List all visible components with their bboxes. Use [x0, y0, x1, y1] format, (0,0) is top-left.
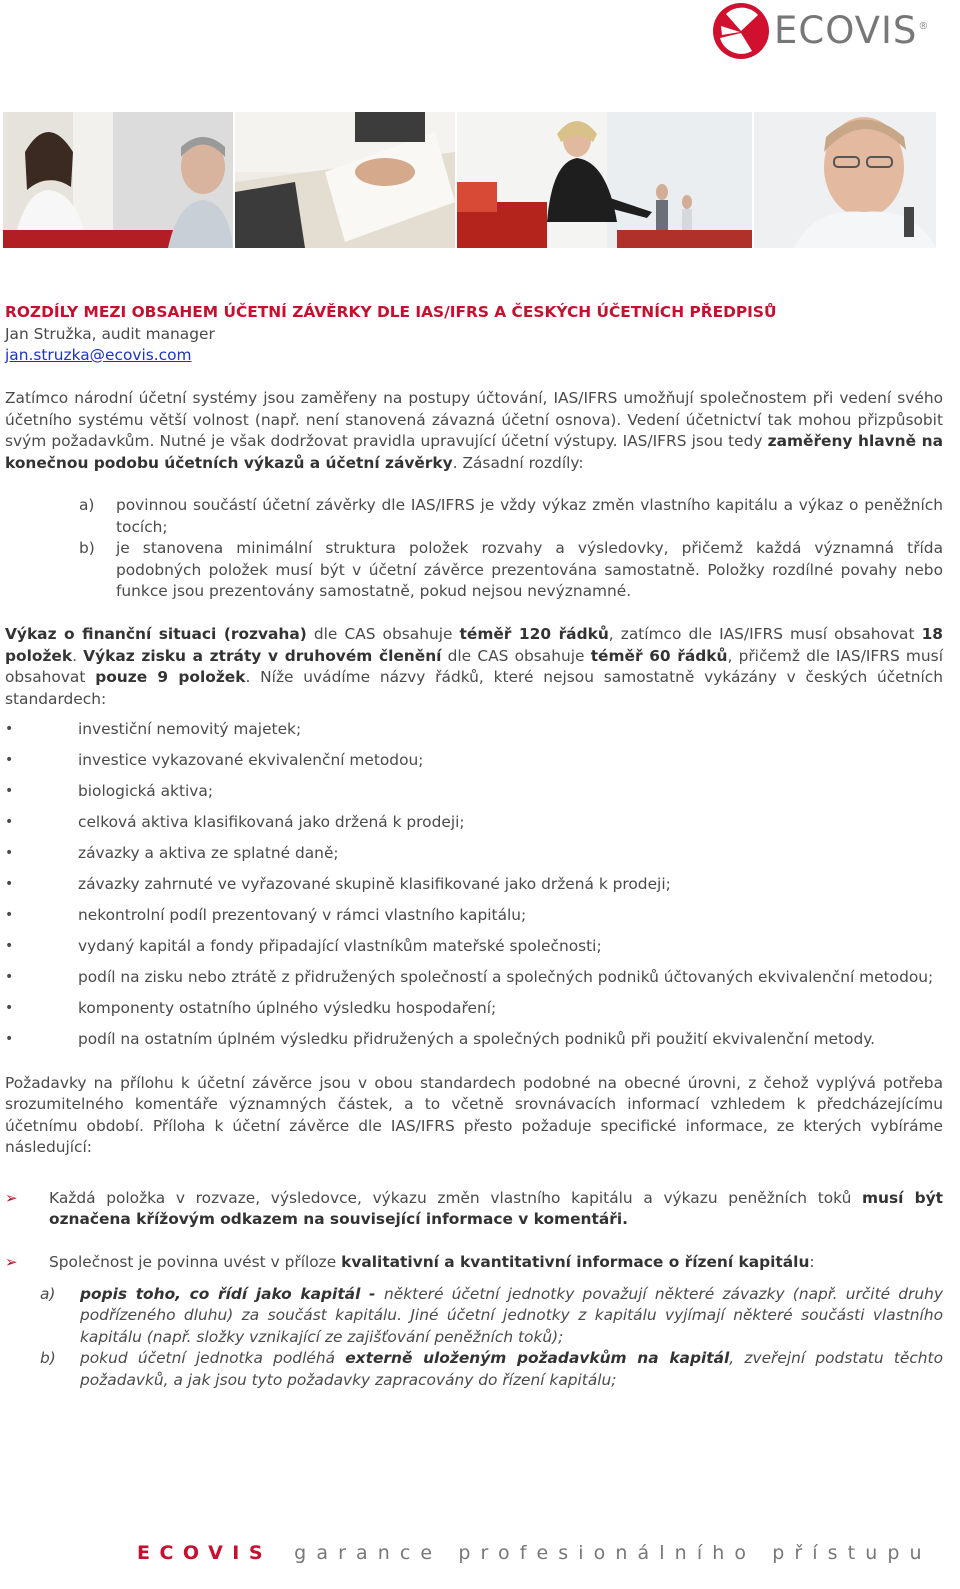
list-item: • celková aktiva klasifikovaná jako držená k prodeji;: [5, 813, 465, 831]
photo-man-portrait: [754, 112, 936, 248]
ecovis-logo: [712, 2, 948, 60]
footer-slogan: [137, 1543, 932, 1565]
list-item: • vydaný kapitál a fondy připadající vlastníkům mateřské společnosti;: [5, 937, 602, 955]
list-item: • podíl na zisku nebo ztrátě z přidružených společností a společných podniků účtovaných ekvivalenční metodou;: [5, 968, 934, 986]
footer-brand: ECOVIS: [137, 1542, 273, 1564]
footer-tagline: garance profesionálního přístupu: [294, 1542, 932, 1564]
list-item: • investice vykazované ekvivalenční metodou;: [5, 751, 424, 769]
logo-wordmark: ECOVIS ®: [774, 9, 930, 53]
list-item: • závazky a aktiva ze splatné daně;: [5, 844, 339, 862]
list-item: • komponenty ostatního úplného výsledku hospodaření;: [5, 999, 497, 1017]
capital-item-b: b) pokud účetní jednotka podléhá externě uloženým požadavkům na kapitál, zveřejní podstatu těchto požadavků, a jak jsou tyto požadavky zapracovány do řízení kapitálu;: [40, 1349, 943, 1389]
photo-woman-portrait: [3, 112, 233, 248]
arrow-bullet-icon: ➢: [5, 1188, 18, 1207]
article-title: ROZDÍLY MEZI OBSAHEM ÚČETNÍ ZÁVĚRKY DLE IAS/IFRS A ČESKÝCH ÚČETNÍCH PŘEDPISŮ: [5, 303, 777, 321]
differences-list: [5, 495, 943, 603]
capital-item-a: a) popis toho, co řídí jako kapitál - některé účetní jednotky považují některé závazky (např. určité druhy podřízeného dluhu) za součást kapitálu. Jiné účetní jednotky z kapitálu vyjímají některé součásti vlastního kapitálu (např. složky vznikající ze zajišťování peněžních toků);: [40, 1284, 943, 1346]
notes-paragraph: Požadavky na přílohu k účetní závěrce jsou v obou standardech podobné na obecné úrovni, z čehož vyplývá potřeba srozumitelného komentáře významných částek, a to včetně srovnávacích informací vzhledem k předcházejícímu účetnímu období. Příloha k účetní závěrce dle IAS/IFRS přesto požaduje specifické informace, ze kterých vybíráme následující:: [5, 1073, 943, 1156]
capital-info-list: [5, 1284, 943, 1392]
list-item: • podíl na ostatním úplném výsledku přidružených a společných podniků při použití ekvivalenční metody.: [5, 1030, 876, 1048]
requirement-capital-management: ➢ Společnost je povinna uvést v příloze kvalitativní a kvantitativní informace o řízení kapitálu:: [5, 1252, 943, 1274]
difference-item-b: b) je stanovena minimální struktura položek rozvahy a výsledovky, přičemž každá významná třída podobných položek musí být v účetní závěrce prezentována samostatně. Položky rozdílné povahy nebo funkce jsou prezentovány samostatně, pokud nejsou nevýznamné.: [79, 539, 943, 600]
author-line: Jan Stružka, audit manager: [5, 324, 215, 343]
difference-item-a: a) povinnou součástí účetní závěrky dle IAS/IFRS je vždy výkaz změn vlastního kapitálu a výkaz o peněžních tocích;: [79, 496, 943, 536]
article: [5, 302, 943, 1391]
intro-paragraph: Zatímco národní účetní systémy jsou zaměřeny na postupy účtování, IAS/IFRS umožňují společnostem při vedení svého účetního systému větší volnost (např. není stanovená závazná účetní osnova). Vedení účetnictví tak mohou přizpůsobit svým požadavkům. Nutné je však dodržovat pravidla upravující účetní výstupy. IAS/IFRS jsou tedy zaměřeny hlavně na konečnou podobu účetních výkazů a účetní závěrky. Zásadní rozdíly:: [5, 389, 943, 472]
author-email-link[interactable]: jan.struzka@ecovis.com: [5, 346, 192, 364]
list-item: • investiční nemovitý majetek;: [5, 720, 302, 738]
line-items-list: [5, 719, 943, 1051]
list-item: • biologická aktiva;: [5, 782, 214, 800]
arrow-bullet-icon: ➢: [5, 1253, 18, 1271]
list-item: • nekontrolní podíl prezentovaný v rámci vlastního kapitálu;: [5, 906, 527, 924]
ecovis-logo-icon: [712, 2, 770, 60]
requirement-cross-reference: ➢ Každá položka v rozvaze, výsledovce, výkazu změn vlastního kapitálu a výkazu peněžních toků musí být označena křížovým odkazem na související informace v komentáři.: [5, 1188, 943, 1231]
list-item: • závazky zahrnuté ve vyřazované skupině klasifikované jako držená k prodeji;: [5, 875, 671, 893]
requirements-list: [5, 1188, 943, 1274]
photo-banner: [3, 112, 938, 248]
photo-hands-papers: [235, 112, 455, 248]
photo-office-woman: [457, 112, 752, 248]
statements-paragraph: Výkaz o finanční situaci (rozvaha) dle CAS obsahuje téměř 120 řádků, zatímco dle IAS/IFRS musí obsahovat 18 položek. Výkaz zisku a ztráty v druhovém členění dle CAS obsahuje téměř 60 řádků, přičemž dle IAS/IFRS musí obsahovat pouze 9 položek. Níže uvádíme názvy řádků, které nejsou samostatně vykázány v českých účetních standardech:: [5, 625, 944, 708]
